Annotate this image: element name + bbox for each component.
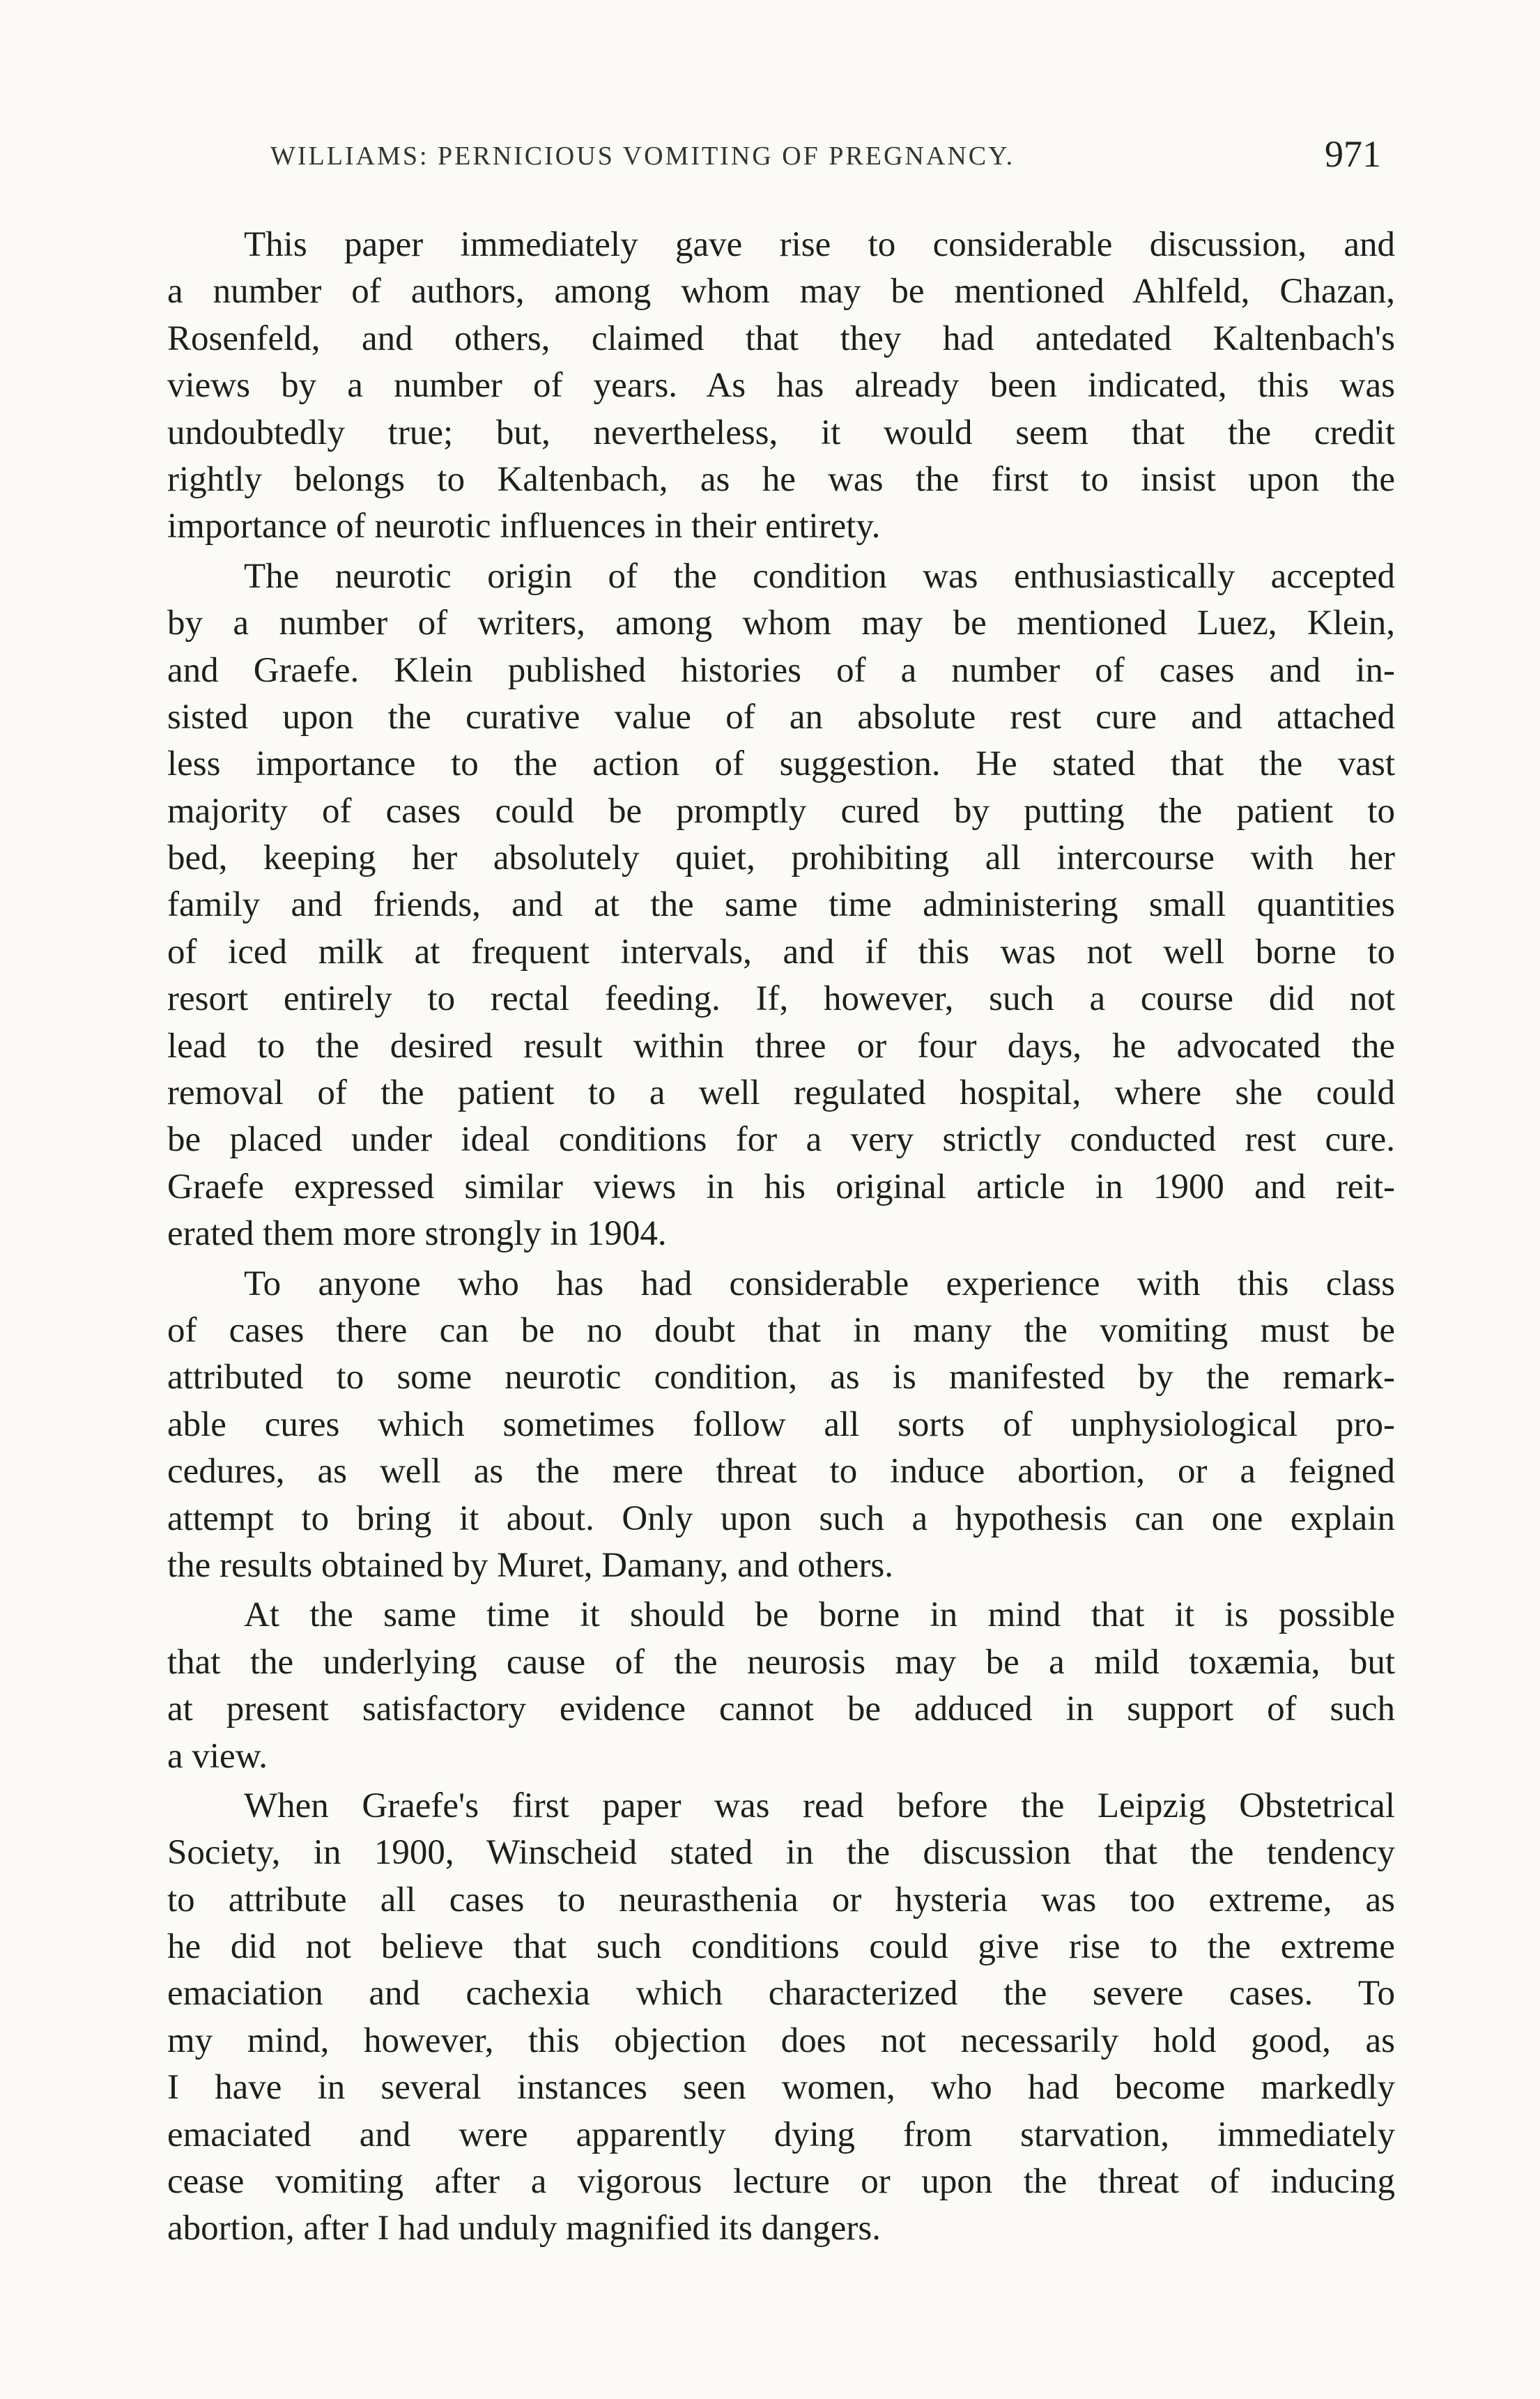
- text-line: sisted upon the curative value of an absolute rest cure and attached: [167, 697, 1395, 737]
- text-line: resort entirely to rectal feeding. If, however, such a course did not: [167, 979, 1395, 1019]
- paragraph: [167, 553, 1395, 1258]
- text-line: my mind, however, this objection does not necessarily hold good, as: [167, 2021, 1395, 2060]
- paragraph: [167, 222, 1395, 551]
- text-line: This paper immediately gave rise to considerable discussion, and: [244, 225, 1395, 264]
- text-line: he did not believe that such conditions could give rise to the extreme: [167, 1927, 1395, 1967]
- text-line: undoubtedly true; but, nevertheless, it would seem that the credit: [167, 413, 1395, 452]
- text-line: at present satisfactory evidence cannot be adduced in support of such: [167, 1689, 1395, 1729]
- paragraph: [167, 1261, 1395, 1590]
- text-line: and Graefe. Klein published histories of a number of cases and in-: [167, 650, 1395, 690]
- page-number: 971: [1325, 133, 1381, 175]
- text-line: importance of neurotic influences in their entirety.: [167, 507, 881, 546]
- text-line: emaciated and were apparently dying from starvation, immediately: [167, 2115, 1395, 2154]
- text-line: a view.: [167, 1736, 268, 1776]
- running-title: WILLIAMS: PERNICIOUS VOMITING OF PREGNANCY.: [270, 141, 1015, 171]
- text-line: Graefe expressed similar views in his original article in 1900 and reit-: [167, 1167, 1395, 1206]
- text-line: cease vomiting after a vigorous lecture or upon the threat of inducing: [167, 2162, 1395, 2202]
- text-line: The neurotic origin of the condition was enthusiastically accepted: [244, 556, 1395, 596]
- text-line: less importance to the action of suggestion. He stated that the vast: [167, 744, 1395, 784]
- body-text: [167, 222, 1395, 2253]
- text-line: views by a number of years. As has already been indicated, this was: [167, 366, 1395, 406]
- text-line: to attribute all cases to neurasthenia or hysteria was too extreme, as: [167, 1880, 1395, 1919]
- text-line: able cures which sometimes follow all sorts of unphysiological pro-: [167, 1404, 1395, 1444]
- text-line: When Graefe's first paper was read before the Leipzig Obstetrical: [244, 1786, 1395, 1825]
- text-line: attempt to bring it about. Only upon such a hypothesis can one explain: [167, 1499, 1395, 1538]
- text-line: bed, keeping her absolutely quiet, prohibiting all intercourse with her: [167, 838, 1395, 878]
- text-line: that the underlying cause of the neurosis may be a mild toxæmia, but: [167, 1642, 1395, 1682]
- text-line: family and friends, and at the same time administering small quantities: [167, 885, 1395, 925]
- text-line: by a number of writers, among whom may be mentioned Luez, Klein,: [167, 604, 1395, 643]
- text-line: majority of cases could be promptly cured by putting the patient to: [167, 791, 1395, 831]
- text-line: I have in several instances seen women, who had become markedly: [167, 2068, 1395, 2108]
- text-line: Rosenfeld, and others, claimed that they had antedated Kaltenbach's: [167, 319, 1395, 358]
- text-line: To anyone who has had considerable experience with this class: [244, 1264, 1395, 1303]
- text-line: attributed to some neurotic condition, as is manifested by the remark-: [167, 1358, 1395, 1397]
- text-line: Society, in 1900, Winscheid stated in the discussion that the tendency: [167, 1833, 1395, 1873]
- text-line: the results obtained by Muret, Damany, and others.: [167, 1545, 893, 1585]
- text-line: cedures, as well as the mere threat to induce abortion, or a feigned: [167, 1452, 1395, 1492]
- paragraph: [167, 1783, 1395, 2253]
- text-line: be placed under ideal conditions for a very strictly conducted rest cure.: [167, 1120, 1395, 1160]
- text-line: a number of authors, among whom may be mentioned Ahlfeld, Chazan,: [167, 272, 1395, 312]
- paragraph: [167, 1592, 1395, 1780]
- text-line: rightly belongs to Kaltenbach, as he was the first to insist upon the: [167, 459, 1395, 499]
- text-line: emaciation and cachexia which characterized the severe cases. To: [167, 1974, 1395, 2014]
- text-line: removal of the patient to a well regulated hospital, where she could: [167, 1073, 1395, 1113]
- text-line: abortion, after I had unduly magnified its dangers.: [167, 2209, 881, 2248]
- text-line: of iced milk at frequent intervals, and if this was not well borne to: [167, 932, 1395, 972]
- text-line: lead to the desired result within three or four days, he advocated the: [167, 1026, 1395, 1066]
- page-header: [167, 132, 1395, 181]
- text-line: of cases there can be no doubt that in many the vomiting must be: [167, 1310, 1395, 1350]
- text-line: erated them more strongly in 1904.: [167, 1214, 667, 1254]
- text-line: At the same time it should be borne in mind that it is possible: [244, 1595, 1395, 1635]
